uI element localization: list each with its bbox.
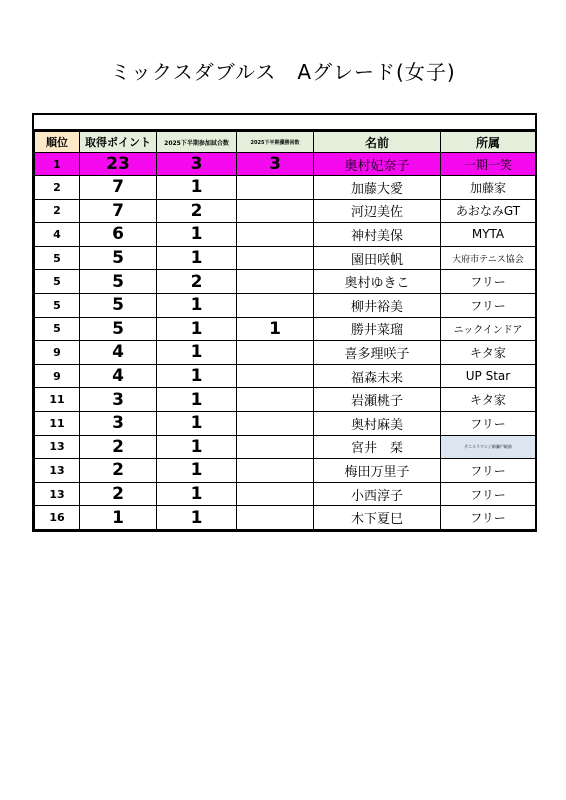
cell-wins <box>237 411 314 435</box>
cell-name: 喜多理咲子 <box>314 341 441 365</box>
cell-points: 1 <box>80 506 157 530</box>
cell-name: 園田咲帆 <box>314 246 441 270</box>
cell-points: 2 <box>80 435 157 459</box>
ranking-sheet <box>32 113 537 532</box>
cell-wins <box>237 223 314 247</box>
header-rank: 順位 <box>35 132 80 153</box>
table-row <box>35 341 536 365</box>
cell-wins <box>237 176 314 200</box>
cell-affiliation: MYTA <box>441 223 536 247</box>
cell-matches: 1 <box>157 317 237 341</box>
cell-name: 梅田万里子 <box>314 459 441 483</box>
cell-wins <box>237 482 314 506</box>
cell-name: 加藤大愛 <box>314 176 441 200</box>
table-row <box>35 176 536 200</box>
cell-points: 3 <box>80 411 157 435</box>
cell-points: 5 <box>80 270 157 294</box>
cell-matches: 1 <box>157 246 237 270</box>
cell-wins <box>237 293 314 317</box>
cell-affiliation: フリー <box>441 293 536 317</box>
table-row <box>35 293 536 317</box>
header-matches: 2025下半期参加試合数 <box>157 132 237 153</box>
cell-wins <box>237 388 314 412</box>
cell-points: 7 <box>80 176 157 200</box>
cell-name: 奥村麻美 <box>314 411 441 435</box>
cell-wins <box>237 270 314 294</box>
cell-rank: 5 <box>35 270 80 294</box>
cell-wins: 3 <box>237 153 314 176</box>
cell-name: 宮井 栞 <box>314 435 441 459</box>
table-row <box>35 435 536 459</box>
cell-affiliation: フリー <box>441 482 536 506</box>
header-wins: 2025下半期優勝回数 <box>237 132 314 153</box>
cell-wins: 1 <box>237 317 314 341</box>
table-row <box>35 482 536 506</box>
cell-rank: 13 <box>35 482 80 506</box>
cell-name: 柳井裕美 <box>314 293 441 317</box>
table-row <box>35 364 536 388</box>
cell-name: 奥村ゆきこ <box>314 270 441 294</box>
cell-rank: 13 <box>35 435 80 459</box>
cell-name: 奥村妃奈子 <box>314 153 441 176</box>
cell-rank: 11 <box>35 411 80 435</box>
cell-wins <box>237 341 314 365</box>
cell-matches: 1 <box>157 388 237 412</box>
table-row <box>35 223 536 247</box>
cell-affiliation: フリー <box>441 411 536 435</box>
cell-matches: 3 <box>157 153 237 176</box>
cell-affiliation: ニックインドア <box>441 317 536 341</box>
header-name: 名前 <box>314 132 441 153</box>
cell-matches: 1 <box>157 411 237 435</box>
cell-affiliation: 一期一笑 <box>441 153 536 176</box>
table-header-row <box>35 132 536 153</box>
cell-matches: 1 <box>157 223 237 247</box>
cell-matches: 1 <box>157 506 237 530</box>
cell-points: 3 <box>80 388 157 412</box>
cell-affiliation: キタ家 <box>441 388 536 412</box>
cell-points: 5 <box>80 293 157 317</box>
cell-wins <box>237 199 314 223</box>
cell-points: 5 <box>80 246 157 270</box>
cell-matches: 2 <box>157 270 237 294</box>
table-row <box>35 246 536 270</box>
cell-affiliation: テニスラウンジ新瀬戸駅前 <box>441 435 536 459</box>
cell-matches: 1 <box>157 341 237 365</box>
cell-rank: 9 <box>35 341 80 365</box>
cell-name: 福森未来 <box>314 364 441 388</box>
cell-wins <box>237 364 314 388</box>
table-row <box>35 411 536 435</box>
cell-rank: 16 <box>35 506 80 530</box>
cell-matches: 1 <box>157 435 237 459</box>
cell-matches: 1 <box>157 482 237 506</box>
table-row <box>35 199 536 223</box>
header-affiliation: 所属 <box>441 132 536 153</box>
cell-name: 神村美保 <box>314 223 441 247</box>
cell-points: 2 <box>80 459 157 483</box>
table-row <box>35 270 536 294</box>
cell-matches: 2 <box>157 199 237 223</box>
cell-affiliation: キタ家 <box>441 341 536 365</box>
table-row <box>35 388 536 412</box>
cell-affiliation: 大府市テニス協会 <box>441 246 536 270</box>
cell-matches: 1 <box>157 293 237 317</box>
page-title: ミックスダブルス Aグレード(女子) <box>110 60 456 84</box>
cell-rank: 1 <box>35 153 80 176</box>
table-row <box>35 317 536 341</box>
cell-rank: 9 <box>35 364 80 388</box>
cell-points: 2 <box>80 482 157 506</box>
cell-matches: 1 <box>157 176 237 200</box>
cell-rank: 5 <box>35 246 80 270</box>
cell-name: 勝井菜瑠 <box>314 317 441 341</box>
cell-rank: 5 <box>35 293 80 317</box>
cell-points: 6 <box>80 223 157 247</box>
cell-wins <box>237 435 314 459</box>
table-row <box>35 506 536 530</box>
cell-rank: 2 <box>35 199 80 223</box>
cell-matches: 1 <box>157 459 237 483</box>
cell-rank: 13 <box>35 459 80 483</box>
ranking-table <box>34 131 536 530</box>
cell-rank: 11 <box>35 388 80 412</box>
cell-points: 4 <box>80 341 157 365</box>
cell-wins <box>237 459 314 483</box>
table-row <box>35 153 536 176</box>
cell-affiliation: フリー <box>441 459 536 483</box>
cell-affiliation: 加藤家 <box>441 176 536 200</box>
cell-name: 小西淳子 <box>314 482 441 506</box>
cell-matches: 1 <box>157 364 237 388</box>
cell-affiliation: フリー <box>441 506 536 530</box>
cell-name: 木下夏巳 <box>314 506 441 530</box>
blank-header-row <box>34 115 535 131</box>
cell-affiliation: あおなみGT <box>441 199 536 223</box>
cell-points: 23 <box>80 153 157 176</box>
cell-affiliation: UP Star <box>441 364 536 388</box>
cell-points: 5 <box>80 317 157 341</box>
header-points: 取得ポイント <box>80 132 157 153</box>
table-row <box>35 459 536 483</box>
cell-rank: 4 <box>35 223 80 247</box>
cell-affiliation: フリー <box>441 270 536 294</box>
cell-points: 4 <box>80 364 157 388</box>
cell-name: 河辺美佐 <box>314 199 441 223</box>
cell-wins <box>237 506 314 530</box>
cell-rank: 2 <box>35 176 80 200</box>
cell-rank: 5 <box>35 317 80 341</box>
cell-points: 7 <box>80 199 157 223</box>
cell-name: 岩瀬桃子 <box>314 388 441 412</box>
cell-wins <box>237 246 314 270</box>
